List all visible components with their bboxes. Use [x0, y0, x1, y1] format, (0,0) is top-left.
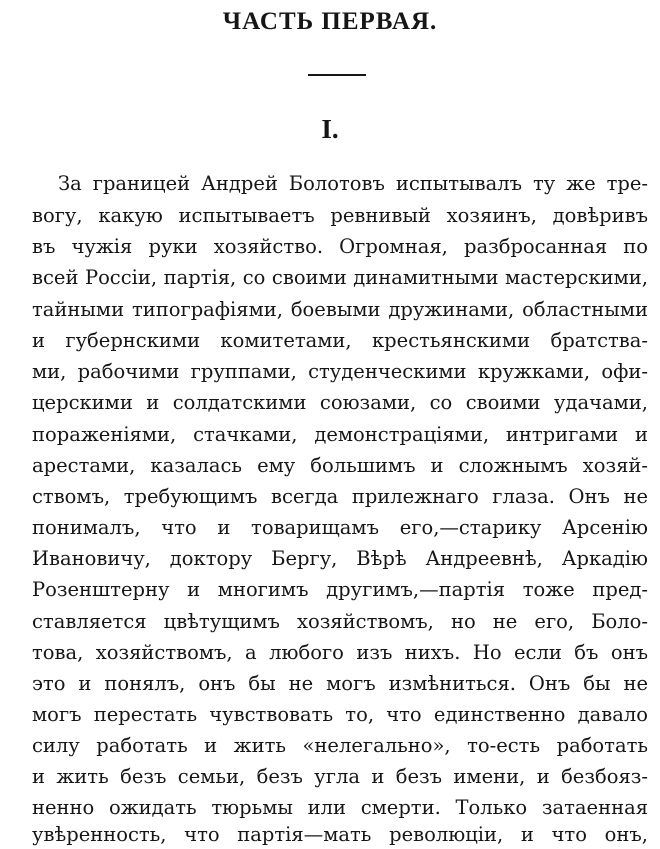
- text-line: всей Россіи, партія, со своими динамитными мастерскими,: [32, 266, 648, 289]
- text-line: и губернскими комитетами, крестьянскими братства-: [32, 329, 648, 352]
- text-line: и жить безъ семьи, безъ угла и безъ имени, и безбояз-: [32, 765, 648, 788]
- chapter-number: I.: [321, 114, 339, 144]
- text-line: увѣренность, что партія—мать революціи, и что онъ,: [32, 823, 648, 846]
- part-title: ЧАСТЬ ПЕРВАЯ.: [222, 8, 438, 35]
- text-line: вогу, какую испытываетъ ревнивый хозяинъ, довѣривъ: [32, 204, 648, 227]
- text-line: това, хозяйствомъ, а любого изъ нихъ. Но если бъ онъ: [32, 641, 648, 664]
- text-line: ми, рабочими группами, студенческими кружками, офи-: [32, 360, 648, 383]
- text-line: За границей Андрей Болотовъ испытывалъ ту же тре-: [58, 172, 648, 195]
- text-line: Ивановичу, доктору Бергу, Вѣрѣ Андреевнѣ, Аркадію: [32, 547, 648, 570]
- text-line: Розенштерну и многимъ другимъ,—партія тоже пред-: [32, 578, 648, 601]
- text-line: пораженіями, стачками, демонстраціями, интригами и: [32, 423, 648, 446]
- text-line: могъ перестать чувствовать то, что единственно давало: [32, 703, 648, 726]
- text-line: въ чужія руки хозяйство. Огромная, разбросанная по: [32, 235, 648, 258]
- text-line: церскими и солдатскими союзами, со своими удачами,: [32, 391, 648, 414]
- text-line: арестами, казалась ему большимъ и сложнымъ хозяй-: [32, 454, 648, 477]
- text-line: понималъ, что и товарищамъ его,—старику Арсенію: [32, 516, 648, 539]
- text-line: силу работать и жить «нелегально», то-есть работать: [32, 734, 648, 757]
- text-line: ставляется цвѣтущимъ хозяйствомъ, но не его, Боло-: [32, 610, 648, 633]
- text-line: ствомъ, требующимъ всегда прилежнаго глаза. Онъ не: [32, 485, 648, 508]
- text-line: ненно ожидать тюрьмы или смерти. Только затаенная: [32, 796, 648, 819]
- text-line: это и понялъ, онъ бы не могъ измѣниться. Онъ бы не: [32, 672, 648, 695]
- text-line: тайными типографіями, боевыми дружинами, областными: [32, 298, 648, 321]
